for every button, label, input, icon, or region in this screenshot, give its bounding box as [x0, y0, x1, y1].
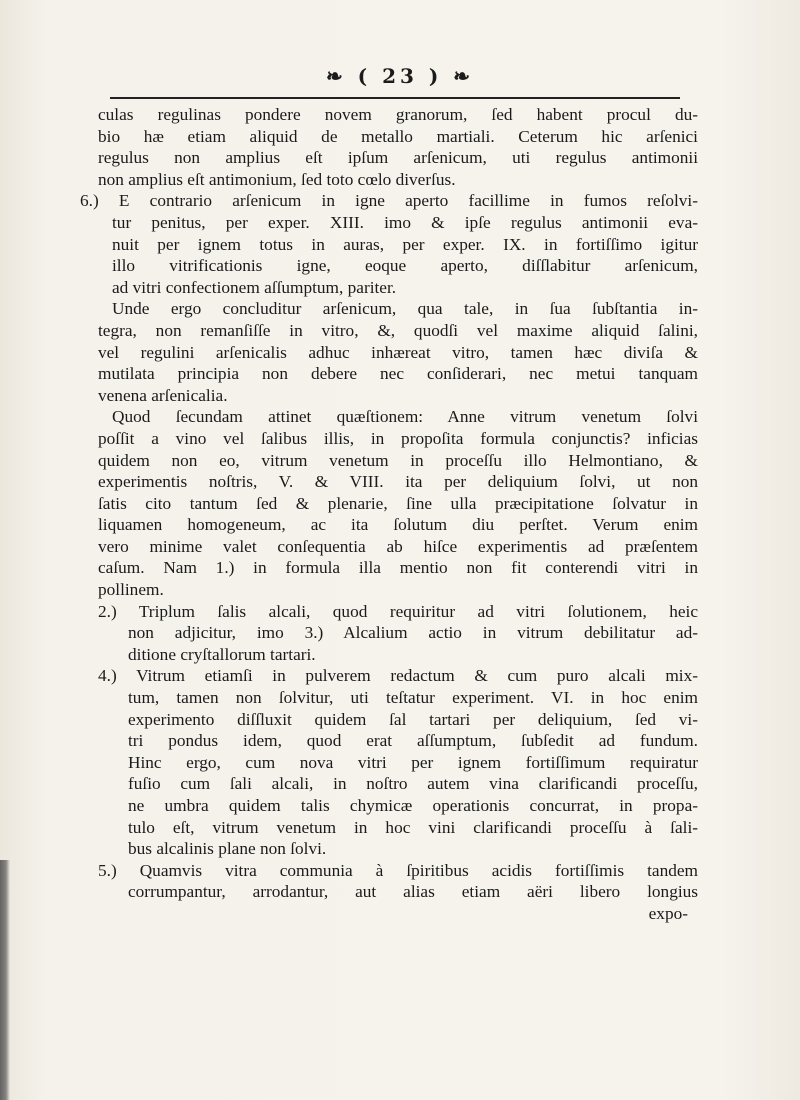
text-line: Hinc ergo, cum nova vitri per ignem fortiſſimum requiratur: [128, 752, 698, 772]
text-line: experimentis noſtris, V. & VIII. ita per deliquium ſolvi, ut non: [98, 472, 698, 492]
header-rule: [110, 97, 680, 99]
text-line: nuit per ignem totus in auras, per exper. IX. in fortiſſimo igitur: [112, 234, 698, 254]
text-line: ditione cryſtallorum tartari.: [128, 644, 316, 664]
text-line: 2.) Triplum ſalis alcali, quod requiritur ad vitri ſolutionem, heic: [98, 601, 698, 621]
text-line: culas regulinas pondere novem granorum, ſed habent procul du-: [98, 105, 698, 124]
text-line: Unde ergo concluditur arſenicum, qua tale, in ſua ſubſtantia in-: [112, 299, 698, 319]
catchword: expo-: [648, 903, 688, 923]
text-line: 5.) Quamvis vitra communia à ſpiritibus acidis fortiſſimis tandem: [98, 860, 698, 880]
text-line: regulus non amplius eſt ipſum arſenicum, uti regulus antimonii: [98, 148, 698, 168]
text-line: experimento diſſluxit quidem ſal tartari per deliquium, ſed vi-: [128, 709, 698, 729]
text-line: tur penitus, per exper. XIII. imo & ipſe regulus antimonii eva-: [112, 212, 698, 232]
text-line: liquamen homogeneum, ac ita ſolutum diu perſtet. Verum enim: [98, 515, 698, 535]
text-line: ne umbra quidem talis chymicæ operationis concurrat, in propa-: [128, 796, 698, 815]
text-line: fuſio cum ſali alcali, in noſtro autem vina clarificandi proceſſu,: [128, 774, 698, 794]
text-line: ad vitri confectionem aſſumptum, pariter.: [112, 277, 397, 297]
text-line: poſſit a vino vel ſalibus illis, in propoſita formula conjunctis? inficias: [98, 428, 698, 448]
page-body: [80, 104, 698, 925]
text-line: tulo eſt, vitrum venetum in hoc vini clarificandi proceſſu à ſali-: [128, 817, 698, 837]
text-line: vero minime valet conſequentia ab hiſce experimentis ad præſentem: [98, 536, 698, 556]
text-line: tri pondus idem, quod erat aſſumptum, ſubſedit ad fundum.: [128, 731, 698, 751]
page-header: ❧ ( 23 ) ❧: [325, 64, 475, 88]
binding-shadow: [0, 860, 10, 1100]
text-line: 4.) Vitrum etiamſi in pulverem redactum & cum puro alcali mix-: [98, 666, 698, 686]
text-line: tum, tamen non ſolvitur, uti teſtatur experiment. VI. in hoc enim: [128, 688, 698, 708]
text-line: vel regulini arſenicalis adhuc inhæreat vitro, tamen hæc diviſa &: [98, 342, 698, 362]
text-line: caſum. Nam 1.) in formula illa mentio non fit conterendi vitri in: [98, 558, 698, 578]
text-line: quidem non eo, vitrum venetum in proceſſu illo Helmontiano, &: [98, 450, 698, 470]
text-line: non adjicitur, imo 3.) Alcalium actio in vitrum debilitatur ad-: [128, 623, 698, 643]
text-line: bus alcalinis plane non ſolvi.: [128, 839, 327, 859]
text-line: pollinem.: [98, 580, 164, 600]
text-line: Quod ſecundam attinet quæſtionem: Anne vitrum venetum ſolvi: [112, 407, 698, 427]
text-line: tegra, non remanſiſſe in vitro, &, quodſi vel maxime aliquid ſalini,: [98, 320, 698, 340]
text-line: 6.) E contrario arſenicum in igne aperto facillime in fumos reſolvi-: [80, 191, 698, 211]
text-line: corrumpantur, arrodantur, aut alias etiam aëri libero longius: [128, 882, 698, 902]
text-line: venena arſenicalia.: [98, 385, 228, 405]
text-line: non amplius eſt antimonium, ſed toto cœlo diverſus.: [98, 169, 456, 189]
text-line: illo vitrificationis igne, eoque aperto, diſſlabitur arſenicum,: [112, 256, 698, 276]
text-line: ſatis cito tantum ſed & plenarie, ſine ulla præcipitatione ſolvatur in: [98, 493, 698, 513]
text-line: mutilata principia non debere nec conſiderari, nec metui tanquam: [98, 364, 698, 384]
text-line: bio hæ etiam aliquid de metallo martiali. Ceterum hic arſenici: [98, 126, 698, 146]
